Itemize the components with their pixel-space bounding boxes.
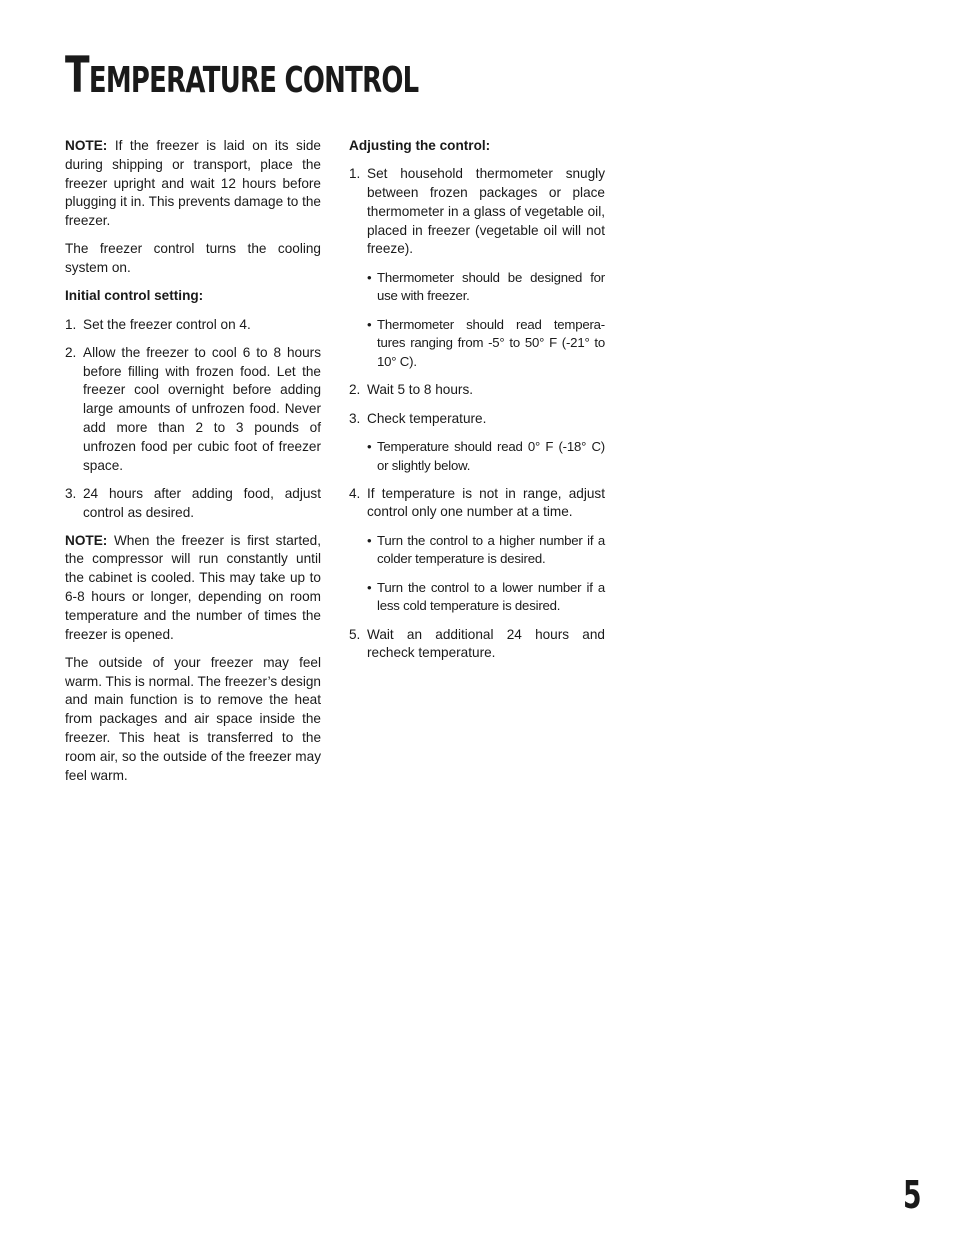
step-number: 1. bbox=[349, 166, 361, 182]
right-column bbox=[349, 137, 605, 673]
bullet-text: Thermometer should be designed for use with freezer. bbox=[377, 269, 605, 304]
bullet-item bbox=[367, 579, 605, 617]
step-number: 2. bbox=[65, 344, 77, 360]
note-shipping bbox=[65, 137, 321, 231]
step-text: Check temperature. bbox=[367, 410, 487, 426]
list-item bbox=[349, 381, 605, 400]
note-text: If the freezer is laid on its side during shipping or transport, place the freezer upright and wait 12 hours before plugging it in. This prevents damage to the freezer. bbox=[65, 138, 321, 229]
bullet-text: Temperature should read 0° F (-18° C) or slightly below. bbox=[377, 438, 605, 473]
bullet-icon: • bbox=[367, 316, 372, 332]
step-number: 1. bbox=[65, 316, 77, 332]
adjusting-list bbox=[349, 165, 605, 663]
outside-warm-paragraph: The outside of your freezer may feel warm. This is normal. The freezer’s design and main function is to remove the heat from packages and air space inside the freezer. This heat is transferred to the room air, so the outside of the freezer may feel warm. bbox=[65, 654, 321, 783]
initial-setting-list bbox=[65, 316, 321, 523]
bullet-icon: • bbox=[367, 532, 372, 548]
list-item bbox=[65, 316, 321, 335]
list-item bbox=[65, 485, 321, 523]
bullet-item bbox=[367, 269, 605, 307]
step-text: If temperature is not in range, adjust control only one number at a time. bbox=[367, 485, 605, 520]
page-title-initial: T bbox=[65, 46, 89, 104]
list-item bbox=[349, 626, 605, 664]
control-description: The freezer control turns the cooling system on. bbox=[65, 241, 321, 276]
step-number: 2. bbox=[349, 382, 361, 398]
bullet-item bbox=[367, 316, 605, 372]
left-column bbox=[65, 137, 321, 795]
page-title bbox=[65, 46, 419, 104]
step-number: 3. bbox=[65, 485, 77, 501]
note-compressor bbox=[65, 532, 321, 645]
adjusting-heading: Adjusting the control: bbox=[349, 138, 491, 153]
step-number: 4. bbox=[349, 485, 361, 501]
page-number: 5 bbox=[903, 1173, 922, 1217]
bullet-icon: • bbox=[367, 438, 372, 454]
note-text: When the freezer is first started, the compressor will run constantly until the cabinet is cooled. This may take up to 6-8 hours or longer, depending on room temperature and the number of times the freezer is opened. bbox=[65, 532, 321, 642]
step-text: Set household thermometer snugly between frozen packages or place thermometer in a glass of vegetable oil, placed in freezer (vegetable oil will not freeze). bbox=[367, 166, 605, 257]
step-text: Allow the freezer to cool 6 to 8 hours before filling with frozen food. Let the freezer cool overnight before adding large amounts of unfrozen food. Never add more than 2 to 3 pounds of unfrozen food per cubic foot of freezer space. bbox=[83, 344, 321, 473]
bullet-text: Thermometer should read tempera-tures ranging from -5° to 50° F (-21° to 10° C). bbox=[377, 316, 605, 370]
bullet-icon: • bbox=[367, 579, 372, 595]
note-label: NOTE: bbox=[65, 138, 108, 153]
list-item bbox=[349, 485, 605, 617]
step-text: Wait 5 to 8 hours. bbox=[367, 382, 474, 398]
step-text: Set the freezer control on 4. bbox=[83, 316, 251, 332]
list-item bbox=[65, 344, 321, 476]
step-number: 3. bbox=[349, 410, 361, 426]
bullet-item bbox=[367, 532, 605, 570]
bullet-item bbox=[367, 438, 605, 476]
note-label: NOTE: bbox=[65, 532, 108, 548]
step-number: 5. bbox=[349, 626, 361, 642]
list-item bbox=[349, 165, 605, 372]
bullet-list bbox=[367, 269, 605, 372]
initial-setting-heading: Initial control setting: bbox=[65, 288, 204, 304]
list-item bbox=[349, 410, 605, 476]
page-title-rest: EMPERATURE CONTROL bbox=[88, 60, 419, 101]
bullet-list bbox=[367, 532, 605, 617]
bullet-icon: • bbox=[367, 269, 372, 285]
step-text: Wait an additional 24 hours and recheck temperature. bbox=[367, 626, 605, 661]
bullet-list bbox=[367, 438, 605, 476]
step-text: 24 hours after adding food, adjust control as desired. bbox=[83, 485, 321, 520]
bullet-text: Turn the control to a higher number if a colder temperature is desired. bbox=[377, 532, 605, 567]
bullet-text: Turn the control to a lower number if a less cold temperature is desired. bbox=[377, 579, 605, 614]
